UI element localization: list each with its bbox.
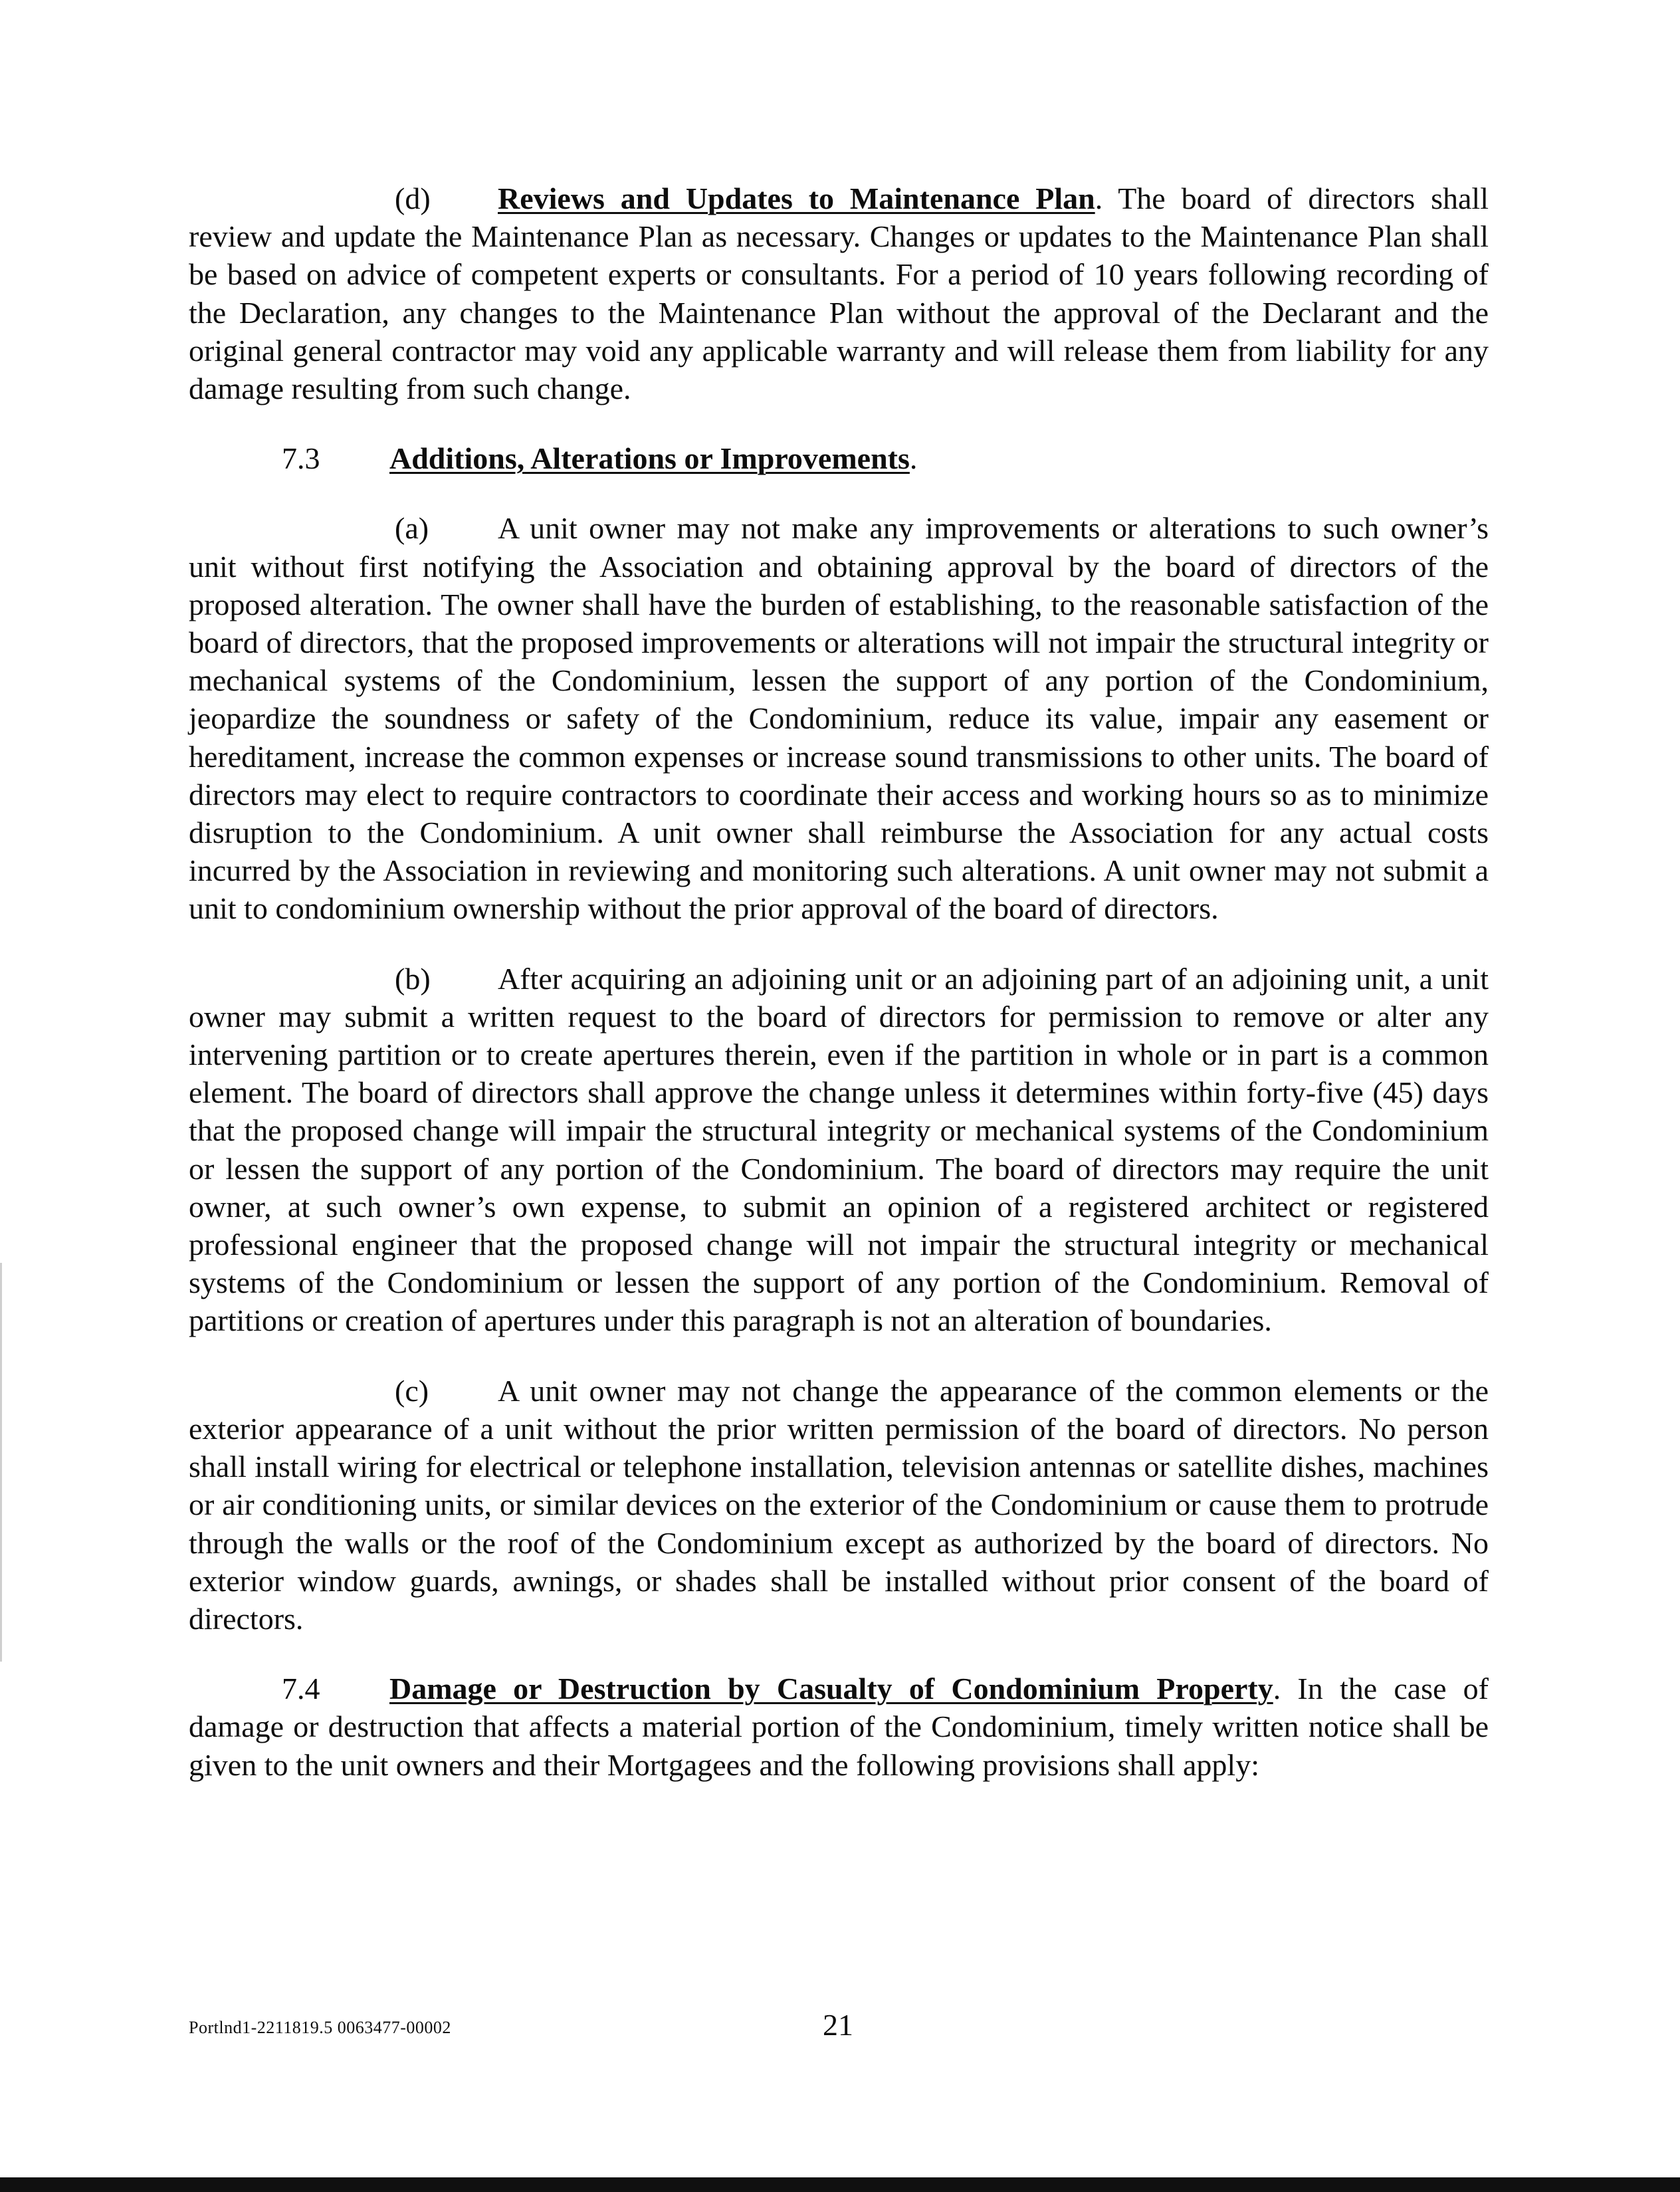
- section-7-4: [189, 1670, 1489, 1784]
- paragraph-7-3-b: [189, 960, 1489, 1340]
- document-id: Portlnd1-2211819.5 0063477-00002: [189, 2018, 451, 2037]
- paragraph-7-2-d: [189, 179, 1489, 407]
- section-7-3-heading: [189, 439, 1489, 477]
- paragraph-text: A unit owner may not change the appearance of the common elements or the exterior appearance of a unit without the prior written permission of the board of directors. No person shall install wiring for electrical or telephone installation, television antennas or satellite dishes, machines or air conditioning units, or similar devices on the exterior of the Condominium or cause them to protrude through the walls or the roof of the Condominium except as authorized by the board of directors. No exterior window guards, awnings, or shades shall be installed without prior consent of the board of directors.: [189, 1373, 1489, 1636]
- scan-bottom-border: [0, 2177, 1680, 2192]
- section-title-trail: .: [909, 441, 918, 476]
- page-number: 21: [823, 2008, 853, 2042]
- paragraph-text: After acquiring an adjoining unit or an adjoining part of an adjoining unit, a unit owner may submit a written request to the board of directors for permission to remove or alter any intervening partition or to create apertures therein, even if the partition in whole or in part is a common element. The board of directors shall approve the change unless it determines within forty-five (45) days that the proposed change will impair the structural integrity or mechanical systems of the Condominium or lessen the support of any portion of the Condominium. The board of directors may require the unit owner, at such owner’s own expense, to submit an opinion of a registered architect or registered professional engineer that the proposed change will not impair the structural integrity or mechanical systems of the Condominium or lessen the support of any portion of the Condominium. Removal of partitions or creation of apertures under this paragraph is not an alteration of boundaries.: [189, 961, 1489, 1338]
- paragraph-label: (d): [395, 181, 431, 215]
- paragraph-text: . The board of directors shall review and update the Maintenance Plan as necessary. Changes or updates to the Maintenance Plan shall be based on advice of competent experts or consultants. For a period of 10 years following recording of the Declaration, any changes to the Maintenance Plan without the approval of the Declarant and the original general contractor may void any applicable warranty and will release them from liability for any damage resulting from such change.: [189, 181, 1489, 406]
- paragraph-text: . In the case of damage or destruction that affects a material portion of the Condominium, timely written notice shall be given to the unit owners and their Mortgagees and the following provisions shall apply:: [189, 1672, 1489, 1782]
- scan-edge-mark: [0, 1263, 2, 1662]
- section-number: 7.3: [282, 441, 320, 476]
- section-title: Additions, Alterations or Improvements: [389, 441, 910, 476]
- page-body: [189, 179, 1489, 1816]
- paragraph-label: (a): [395, 511, 429, 546]
- paragraph-7-3-c: [189, 1372, 1489, 1638]
- section-number: 7.4: [282, 1672, 320, 1706]
- paragraph-7-3-a: [189, 509, 1489, 927]
- paragraph-label: (b): [395, 961, 431, 996]
- paragraph-label: (c): [395, 1373, 429, 1408]
- paragraph-text: A unit owner may not make any improvements or alterations to such owner’s unit without first notifying the Association and obtaining approval by the board of directors of the proposed alteration. The owner shall have the burden of establishing, to the reasonable satisfaction of the board of directors, that the proposed improvements or alterations will not impair the structural integrity or mechanical systems of the Condominium, lessen the support of any portion of the Condominium, jeopardize the soundness or safety of the Condominium, reduce its value, impair any easement or hereditament, increase the common expenses or increase sound transmissions to other units. The board of directors may elect to require contractors to coordinate their access and working hours so as to minimize disruption to the Condominium. A unit owner shall reimburse the Association for any actual costs incurred by the Association in reviewing and monitoring such alterations. A unit owner may not submit a unit to condominium ownership without the prior approval of the board of directors.: [189, 511, 1489, 926]
- paragraph-heading: Reviews and Updates to Maintenance Plan: [498, 181, 1095, 215]
- section-title: Damage or Destruction by Casualty of Condominium Property: [389, 1672, 1273, 1706]
